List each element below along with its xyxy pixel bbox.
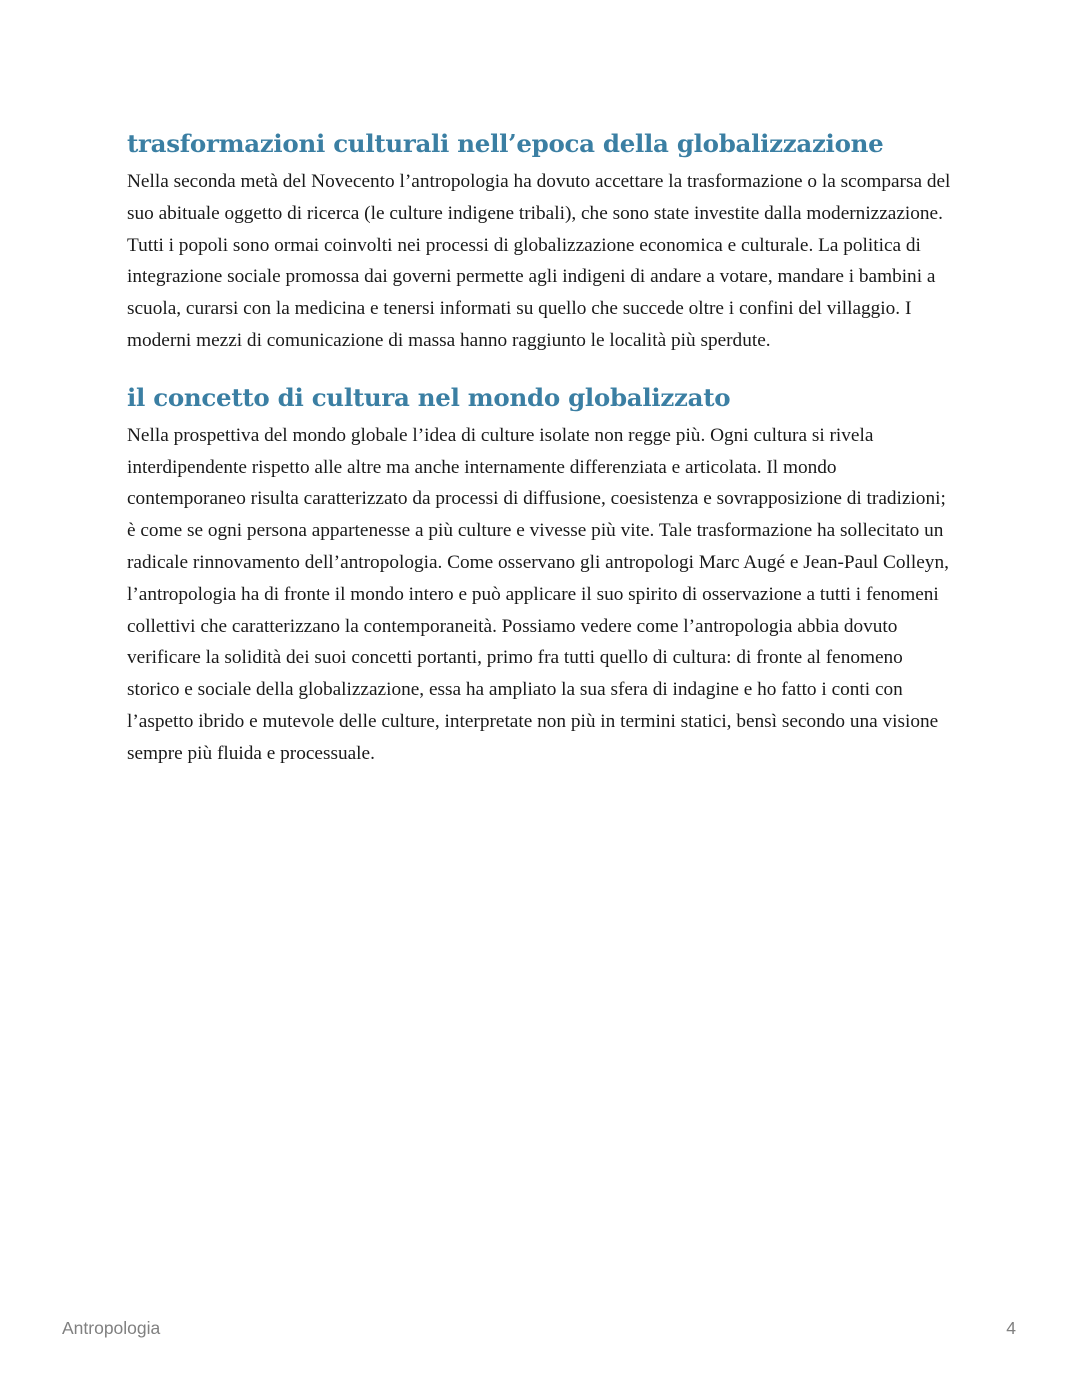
footer-subject: Antropologia xyxy=(62,1318,161,1338)
section-paragraph: Nella seconda metà del Novecento l’antropologia ha dovuto accettare la trasformazione o la scomparsa del suo abituale oggetto di ricerca (le culture indigene tribali), che sono state investite dalla modernizzazione. Tutti i popoli sono ormai coinvolti nei processi di globalizzazione economica e culturale. La politica di integrazione sociale promossa dai governi permette agli indigeni di andare a votare, mandare i bambini a scuola, curarsi con la medicina e tenersi informati su quello che succede oltre i confini del villaggio. I moderni mezzi di comunicazione di massa hanno raggiunto le località più sperdute. xyxy=(127,171,951,351)
section-cultural-transformations xyxy=(127,126,957,357)
section-paragraph: Nella prospettiva del mondo globale l’idea di culture isolate non regge più. Ogni cultura si rivela interdipendente rispetto alle altre ma anche internamente differenziata e articolata. Il mondo contemporaneo risulta caratterizzato da processi di diffusione, coesistenza e sovrapposizione di tradizioni; è come se ogni persona appartenesse a più culture e vivesse più vite. Tale trasformazione ha sollecitato un radicale rinnovamento dell’antropologia. Come osservano gli antropologi Marc Augé e Jean-Paul Colleyn, l’antropologia ha di fronte il mondo intero e può applicare il suo spirito di osservazione a tutti i fenomeni collettivi che caratterizzano la contemporaneità. Possiamo vedere come l’antropologia abbia dovuto verificare la solidità dei suoi concetti portanti, primo fra tutti quello di cultura: di fronte al fenomeno storico e sociale della globalizzazione, essa ha ampliato la sua sfera di indagine e ho fatto i conti con l’aspetto ibrido e mutevole delle culture, interpretate non più in termini statici, bensì secondo una visione sempre più fluida e processuale. xyxy=(127,424,949,764)
section-heading: il concetto di cultura nel mondo globalizzato xyxy=(127,382,731,412)
footer-page-number: 4 xyxy=(1006,1318,1016,1338)
section-culture-concept xyxy=(127,380,957,770)
page-content xyxy=(127,126,957,770)
section-heading: trasformazioni culturali nell’epoca della globalizzazione xyxy=(127,129,884,158)
